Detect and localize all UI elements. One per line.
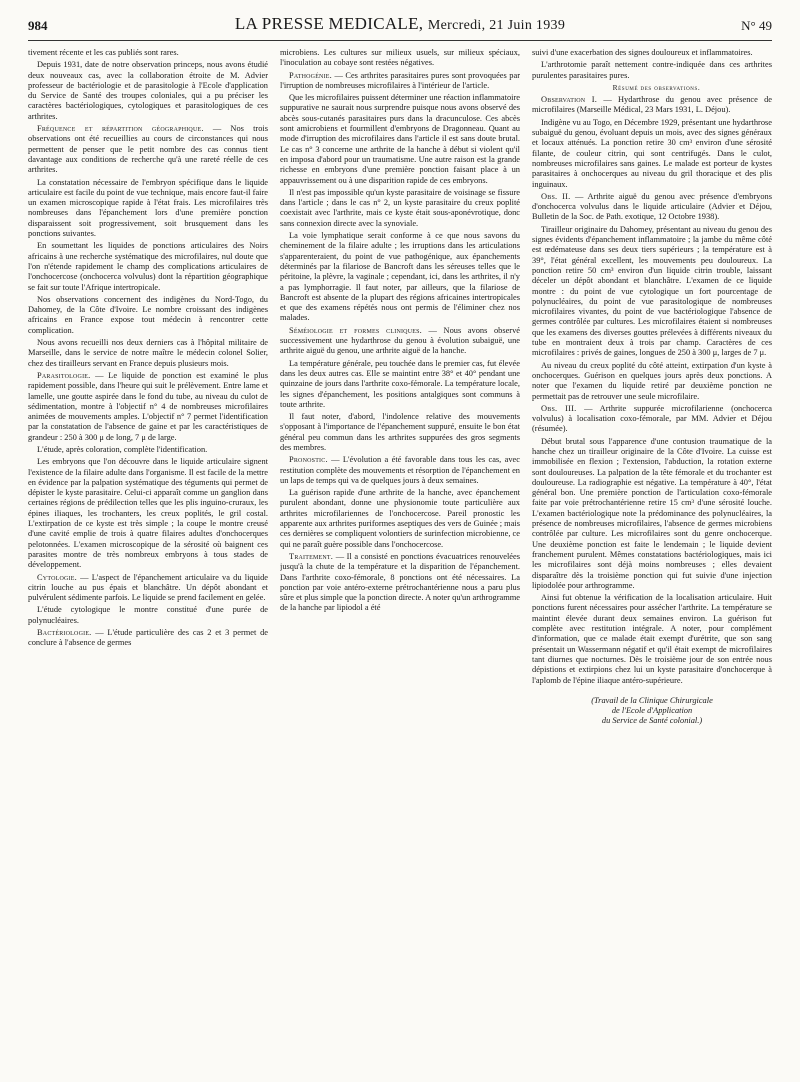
paragraph bbox=[28, 573, 268, 604]
journal-name: LA PRESSE MEDICALE bbox=[234, 14, 419, 33]
page-header bbox=[28, 10, 772, 41]
paragraph-text: La température générale, peu touchée dans le premier cas, fut élevée dans les deux autres cas. Elle se maintint entre 38° et 40° pendant une quinzaine de jours dans l'arthrite coxo-fémorale. La température locale, les signes d'épanchement, les positions antalgiques sont communs à toute arthrite. bbox=[280, 358, 520, 409]
paragraph bbox=[280, 231, 520, 324]
paragraph bbox=[280, 552, 520, 614]
paragraph-text: — Nos trois observations ont été recueillies au cours de circonstances qui nous permettent de penser que le petit nombre des cas connus tient davantage aux conditions de recherche qu'à une rareté réelle de ces arthrites. bbox=[28, 124, 268, 175]
paragraph bbox=[532, 48, 772, 58]
paragraph-lead: Observation I. bbox=[541, 95, 598, 105]
paragraph bbox=[532, 192, 772, 223]
journal-title-line: LA PRESSE MEDICALE, Mercredi, 21 Juin 1939 bbox=[234, 14, 566, 33]
paragraph-text: tivement récente et les cas publiés sont rares. bbox=[28, 48, 179, 57]
paragraph bbox=[532, 60, 772, 81]
paragraph-text: Début brutal sous l'apparence d'une contusion traumatique de la hanche chez un tirailleur originaire de la Côte d'Ivoire. La cuisse est immobilisée en flexion ; l'extension, l'abduction, la rotation externe sont douloureuses. La palpation de la tête fémorale et du trochanter est douloureuse. La radiographie est négative. La température à 40°, l'état général bon. Une première ponction de l'articulation coxo-fémorale faite par voie prétrochantérienne retire 15 cm³ d'une sérosité louche. L'examen bactériologique note la prédominance des polynucléaires, la présence de nombreuses microfilaires, l'absence de germes microbiens contrôlée par culture. Les microfilaires sont du genre onchocerque. Une deuxième ponction est faite le lendemain ; le liquide devient franchement purulent. Mêmes constatations bactériologiques, mais ici les microfilaires sont déjà moins nombreuses ; elles devaient disparaître dès la troisième ponction qui fut suivie d'une injection lipiodolée pour arthrogramme. bbox=[532, 436, 772, 590]
paragraph-text: — Il a consisté en ponctions évacuatrices renouvelées jusqu'à la chute de la température et la disparition de l'épanchement. Dans l'arthrite coxo-fémorale, 8 ponctions ont été nécessaires. La ponction par voie antéro-externe prétrochantérienne nous a paru plus sûre et plus simple que la ponction directe. A noter qu'un arthrogramme de la hanche par lipiodol a été bbox=[280, 551, 520, 613]
paragraph bbox=[280, 455, 520, 486]
paragraph-text: — L'évolution a été favorable dans tous les cas, avec restitution complète des mouvements et résorption de l'épanchement en un laps de temps qui va de quelques jours à deux semaines. bbox=[280, 455, 520, 485]
paragraph-text: Que les microfilaires puissent déterminer une réaction inflammatoire suppurative ne saurait nous surprendre puisque nous avons observé des abcès sous-cutanés parasitaires purs dans la dracunculose. Ces abcès sont amicrobiens et fourmillent d'embryons de Dragonneau. Quant au mode d'irruption des microfilaires dans l'article il est sans doute brutal. Le cas n° 3 concerne une arthrite de la hanche à début si violent qu'il en imposa d'abord pour un traumatisme. Une autre raison est la grande richesse en embryons d'une première ponction faisant place à un appauvrissement ou à une disparition rapide de ces embryons. bbox=[280, 93, 520, 185]
paragraph-text: La voie lymphatique serait conforme à ce que nous savons du cheminement de la filaire adulte ; les irruptions dans les articulations s'apparenteraient, du point de vue pathogénique, aux épanchements déterminés par la filariose de Bancroft dans les séreuses telles que le péritoine, la plèvre, la vaginale ; cependant, ici, dans les arthrites, il n'y a pas lymphorragie. Il faut noter, par ailleurs, que la filariose de Bancroft est absente de la plupart des régions africaines intertropicales et que des examens répétés nous ont permis de l'éliminer chez nos malades. bbox=[280, 231, 520, 323]
issue-date: Mercredi, 21 Juin 1939 bbox=[427, 18, 566, 33]
paragraph bbox=[28, 124, 268, 175]
paragraph-lead: Traitement. bbox=[289, 551, 334, 561]
paragraph-text: — Arthrite suppurée microfilarienne (onchocerca volvulus) à localisation coxo-fémorale, par MM. Advier et Déjou (résumée). bbox=[532, 403, 772, 434]
paragraph-text: Les embryons que l'on découvre dans le liquide articulaire signent l'existence de la filaire adulte dans l'organisme. Il est facile de la mettre en évidence par la palpation systématique des téguments qui permet de dépister le kyste parasitaire. Celui-ci apparaît comme un ganglion dans certaines régions de prédilection telles que les plis inguino-cruraux, les épines iliaques, les trochanters, les creux poplités, le gril costal. L'extirpation de ce kyste est très simple ; la coupe le montre creusé d'une cavité emplie de trois à quatre filaires adultes d'onchocerques pelotonnées. L'examen microscopique de la sérosité où baignent ces parasites montre de très nombreux embryons à tous stades de développement. bbox=[28, 457, 268, 570]
paragraph bbox=[280, 93, 520, 186]
paragraph-text: Indigène vu au Togo, en Décembre 1929, présentant une hydarthrose subaiguë du genou, évoluant depuis un mois, avec des signes généraux et locaux atténués. La ponction retire 30 cm³ environ d'une sérosité filante, de couleur citrin, qui sont centrifugés. Dans le culot, nombreuses microfilaires sans gaines. Le malade est porteur de kystes parasitaires à onchocerques au niveau du gril thoracique et des plis inguinaux. bbox=[532, 117, 772, 189]
column-3-body bbox=[532, 48, 772, 686]
paragraph-text: — L'aspect de l'épanchement articulaire va du liquide citrin louche au pus épais et blanchâtre. Un dépôt abondant et pulvérulent sédimente parfois. Le liquide se prend facilement en gelée. bbox=[28, 572, 268, 603]
paragraph-lead: Séméiologie et formes cliniques. bbox=[289, 325, 422, 335]
paragraph-text: Nos observations concernent des indigènes du Nord-Togo, du Dahomey, de la Côte d'Ivoire. Le nombre croissant des indigènes africains en France expose tout médecin à rencontrer cette complication. bbox=[28, 294, 268, 335]
paragraph-text: Il faut noter, d'abord, l'indolence relative des mouvements s'opposant à l'importance de l'épanchement suppuré, ensuite le bon état général peu commun dans les arthrites suppurées des gros segments des membres. bbox=[280, 412, 520, 452]
text-column-1 bbox=[28, 48, 268, 1076]
paragraph-lead: Cytologie. bbox=[37, 572, 77, 582]
issue-number: N° 49 bbox=[741, 18, 772, 33]
paragraph bbox=[28, 605, 268, 626]
paragraph bbox=[28, 338, 268, 369]
paragraph-text: Nous avons recueilli nos deux derniers cas à l'hôpital militaire de Marseille, dans le service de notre maître le médecin colonel Solier, chez des tirailleurs servant en France depuis plusieurs mois. bbox=[28, 338, 268, 368]
paragraph-lead: Pathogénie. bbox=[289, 70, 332, 80]
paragraph bbox=[28, 48, 268, 58]
text-column-3 bbox=[532, 48, 772, 1076]
paragraph bbox=[532, 225, 772, 359]
paragraph-text: Tirailleur originaire du Dahomey, présentant au niveau du genou des signes évidents d'épanchement inflammatoire ; la jambe du même côté est œdémateuse dans ses deux tiers supérieurs ; la température est à 39°, l'état général excellent, les mouvements peu douloureux. La ponction retire 50 cm³ environ d'un liquide citrin trouble, laissant déceler un dépôt abondant et blanchâtre. L'examen de ce liquide montre : du point de vue cytologique un fort pourcentage de polynucléaires, du point de vue parasitologique de nombreuses microfilaires vivantes, du point de vue bactériologique l'absence de germes contrôlée par cultures. Les microfilaires étaient si nombreuses que les examens des diverses gouttes prélevées à différents niveaux du tube en montraient deux à trois par champ. Caractères de ces microfilaires : privés de gaines, longues de 250 à 300 μ, larges de 7 μ. bbox=[532, 224, 772, 358]
paragraph bbox=[28, 295, 268, 336]
paragraph bbox=[28, 60, 268, 122]
paragraph bbox=[280, 71, 520, 92]
article-footer bbox=[532, 696, 772, 727]
paragraph bbox=[532, 593, 772, 686]
section-heading: Résumé des observations. bbox=[612, 82, 701, 92]
paragraph-text: Ainsi fut obtenue la vérification de la localisation articulaire. Huit ponctions furent nécessaires pour assécher l'arthrite. La température se maintint élevée durant deux semaines environ. La guérison fut complète avec restitution intégrale. A noter, pour complément d'information, que ce malade était exempt d'urétrite, que son sang présentait un Wassermann négatif et qu'il était exempt de microfilaires tant diurnes que nocturnes. Dès le troisième jour de son entrée nous dépistions et extirpions chez lui un kyste parasitaire d'onchocerque à l'aplomb de l'épine iliaque antéro-supérieure. bbox=[532, 593, 772, 685]
paragraph-lead: Fréquence et répartition géographique. bbox=[37, 124, 204, 134]
paragraph-lead: Bactériologie. bbox=[37, 628, 92, 638]
footer-line-1: (Travail de la Clinique Chirurgicale bbox=[591, 695, 713, 705]
paragraph-lead: Obs. II. bbox=[541, 191, 571, 201]
paragraph-text: — L'étude particulière des cas 2 et 3 permet de conclure à l'absence de germes bbox=[28, 628, 268, 648]
paragraph-text: microbiens. Les cultures sur milieux usuels, sur milieux spéciaux, l'inoculation au cobaye sont restées négatives. bbox=[280, 48, 520, 68]
text-column-2 bbox=[280, 48, 520, 1076]
paragraph bbox=[532, 437, 772, 591]
paragraph bbox=[532, 118, 772, 190]
paragraph-text: L'étude, après coloration, complète l'identification. bbox=[37, 444, 208, 454]
paragraph bbox=[28, 241, 268, 292]
paragraph bbox=[532, 404, 772, 435]
paragraph-text: La constatation nécessaire de l'embryon spécifique dans le liquide articulaire est facile du point de vue technique, mais encore faut-il faire un examen microscopique rapide à l'état frais. Les microfilaires très nombreuses dans l'épanchement lors d'une première ponction disparaissent soit progressivement, soit brusquement dans les ponctions suivantes. bbox=[28, 177, 268, 239]
paragraph-text: L'étude cytologique le montre constitué d'une purée de polynucléaires. bbox=[28, 605, 268, 625]
paragraph-text: La guérison rapide d'une arthrite de la hanche, avec épanchement purulent abondant, donne une physionomie toute particulière aux arthrites microfilariennes de l'onchocercose. Pareil pronostic les apparente aux arthrites puriformes aseptiques des vers de Guinée ; mais ces dernières se compliquent volontiers de surinfection microbienne, ce qui ne paraît guère possible dans l'onchocercose. bbox=[280, 488, 520, 549]
paragraph-text: Au niveau du creux poplité du côté atteint, extirpation d'un kyste à onchocerques. Guérison en quelques jours après deux ponctions. A noter que l'examen du liquide retiré par deuxième ponction ne permettait pas de retrouver une seule microfilaire. bbox=[532, 360, 772, 401]
paragraph-text: — Nous avons observé successivement une hydarthrose du genou à évolution subaiguë, une arthrite aiguë du genou, une arthrite aiguë de la hanche. bbox=[280, 325, 520, 356]
paragraph bbox=[280, 412, 520, 453]
paragraph bbox=[28, 178, 268, 240]
paragraph-text: En soumettant les liquides de ponctions articulaires des Noirs africains à une recherche systématique des microfilaires, nul doute que l'on n'étende rapidement le champ des complications articulaires de l'onchocercose (onchocerca volvulus) dont la répartition géographique se fait sur toute l'Afrique intertropicale. bbox=[28, 241, 268, 292]
paragraph-text: suivi d'une exacerbation des signes douloureux et inflammatoires. bbox=[532, 48, 753, 57]
paragraph-lead: Obs. III. bbox=[541, 403, 577, 413]
paragraph bbox=[28, 457, 268, 570]
paragraph bbox=[280, 188, 520, 229]
paragraph bbox=[280, 48, 520, 69]
paragraph bbox=[280, 326, 520, 357]
paragraph-text: — Arthrite aiguë du genou avec présence d'embryons d'onchocerca volvulus dans le liquide articulaire (Advier et Déjou, Bulletin de la Soc. de Path. exotique, 12 Octobre 1938). bbox=[532, 191, 772, 222]
paragraph bbox=[280, 488, 520, 550]
paragraph-lead: Pronostic. bbox=[289, 455, 328, 465]
paragraph bbox=[28, 371, 268, 443]
footer-line-2: de l'Ecole d'Application bbox=[611, 706, 693, 716]
paragraph bbox=[280, 359, 520, 410]
paragraph-text: — Ces arthrites parasitaires pures sont provoquées par l'irruption de nombreuses microfilaires à l'intérieur de l'article. bbox=[280, 70, 520, 90]
paragraph-text: Il n'est pas impossible qu'un kyste parasitaire de voisinage se fissure dans l'article ; dans le cas n° 2, un kyste parasitaire du creux poplité coexistait avec l'arthrite, mais ce kyste était sous-aponévrotique, donc sans connexion directe avec la synoviale. bbox=[280, 187, 520, 228]
paragraph bbox=[28, 445, 268, 455]
paragraph-lead: Parasitologie. bbox=[37, 370, 91, 380]
paragraph-text: Depuis 1931, date de notre observation princeps, nous avons étudié deux nouveaux cas, avec la collaboration étroite de M. Advier professeur de bactériologie et de parasitologie à l'Ecole d'application du Service de Santé des troupes coloniales, qui a pu préciser les caractères bactériologiques, cytologiques et parasitologiques de ces arthrites. bbox=[28, 60, 268, 121]
paragraph-text: — Le liquide de ponction est examiné le plus rapidement possible, dans l'heure qui suit le prélèvement. Entre lame et lamelle, une goutte aspirée dans le fond du tube, au niveau du culot de sédimentation, montre à l'objectif n° 4 de nombreuses microfilaires animées de mouvements amples. L'objectif n° 7 permet l'identification par la constatation de l'absence de gaine et par les caractéristiques de grandeur : 250 à 300 μ de long, 7 μ de large. bbox=[28, 370, 268, 442]
footer-line-3: du Service de Santé colonial.) bbox=[601, 716, 703, 726]
paragraph bbox=[28, 628, 268, 649]
paragraph-text: — Hydarthrose du genou avec présence de microfilaires (Marseille Médical, 23 Mars 1931, L. Déjou). bbox=[532, 95, 772, 115]
paragraph bbox=[532, 361, 772, 402]
paragraph-text: L'arthrotomie paraît nettement contre-indiquée dans ces arthrites purulentes parasitaires pures. bbox=[532, 60, 772, 80]
page-number: 984 bbox=[28, 18, 48, 33]
paragraph bbox=[532, 95, 772, 116]
